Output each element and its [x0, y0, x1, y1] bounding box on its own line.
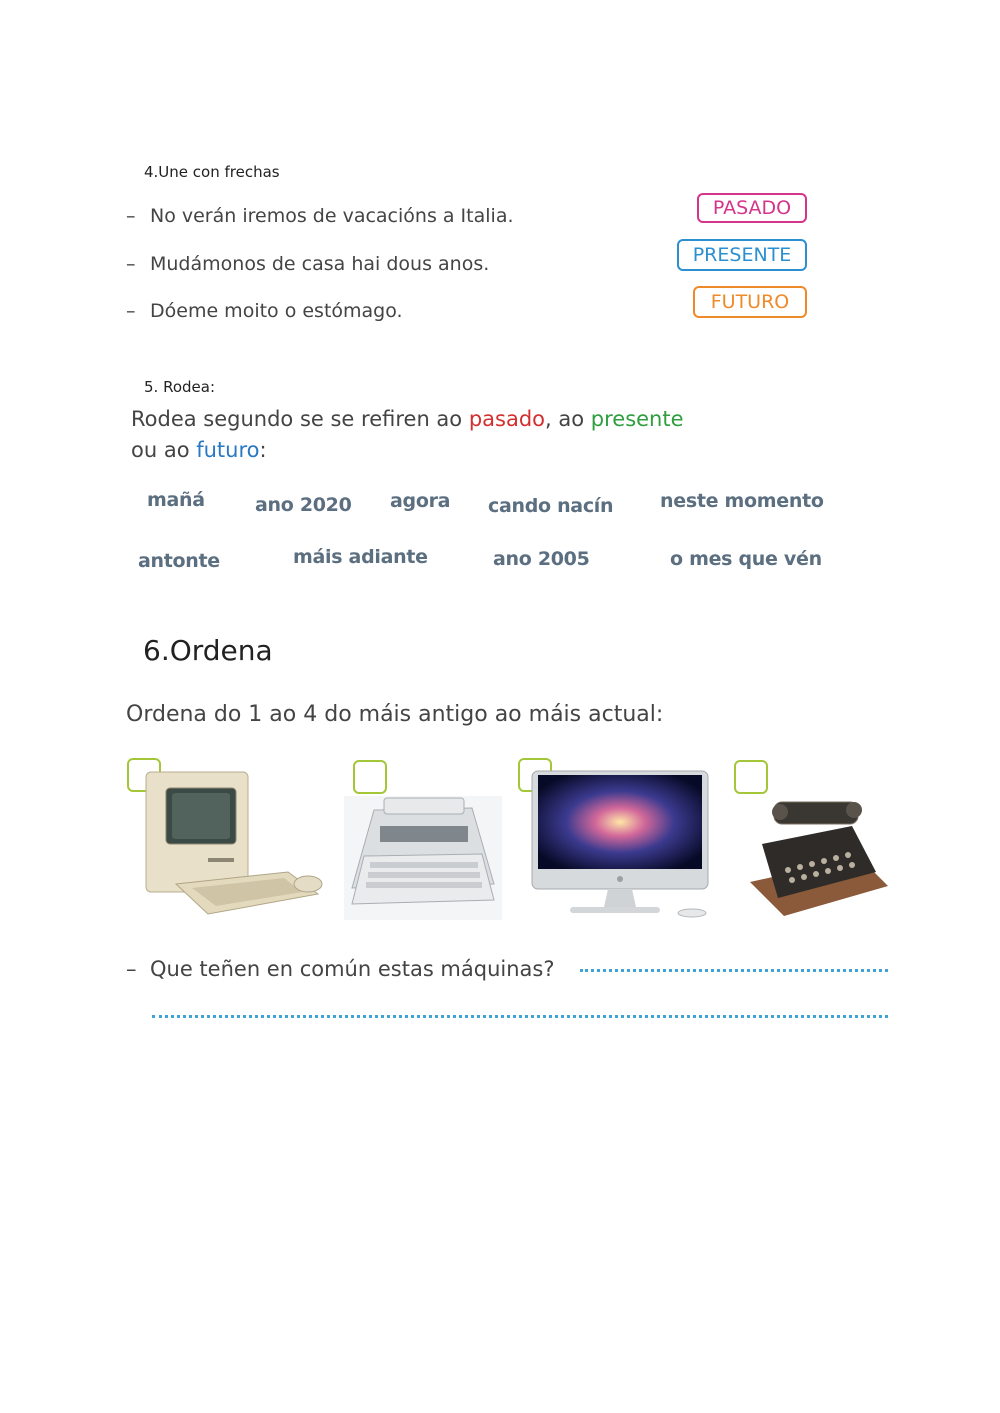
sentence-3 — [126, 300, 403, 322]
dash: – — [126, 253, 136, 275]
imac-image — [530, 769, 712, 919]
sentence-2 — [126, 253, 489, 275]
exercise6-question — [126, 957, 555, 981]
question-text: Que teñen en común estas máquinas? — [150, 957, 555, 981]
intro-line-2 — [131, 435, 751, 466]
exercise5-heading: 5. Rodea: — [144, 378, 216, 396]
word-futuro: futuro — [196, 438, 260, 462]
exercise4-heading: 4.Une con frechas — [144, 163, 280, 181]
intro-line-1 — [131, 404, 751, 435]
tag-futuro[interactable]: FUTURO — [693, 286, 807, 318]
intro-text: Rodea segundo se se refiren ao — [131, 407, 469, 431]
time-word[interactable]: agora — [390, 490, 451, 512]
dash: – — [126, 957, 137, 981]
dash: – — [126, 205, 136, 227]
apple-logo-icon — [617, 876, 623, 882]
time-word[interactable]: máis adiante — [293, 546, 428, 568]
sentence-1 — [126, 205, 514, 227]
time-word[interactable]: o mes que vén — [670, 548, 822, 570]
exercise6-instruction: Ordena do 1 ao 4 do máis antigo ao máis actual: — [126, 702, 664, 727]
sentence-text: Dóeme moito o estómago. — [150, 300, 403, 322]
exercise5-intro — [131, 404, 751, 466]
exercise6-heading: 6.Ordena — [143, 634, 273, 667]
tag-presente[interactable]: PRESENTE — [677, 239, 807, 271]
word-pasado: pasado — [468, 407, 546, 431]
order-checkbox-2[interactable] — [353, 760, 387, 794]
time-word[interactable]: antonte — [138, 550, 220, 572]
antique-typewriter-image — [744, 786, 890, 918]
answer-line-2[interactable] — [152, 1015, 888, 1018]
time-word[interactable]: mañá — [147, 489, 205, 511]
time-word[interactable]: neste momento — [660, 490, 824, 512]
intro-text: ou ao — [131, 438, 197, 462]
word-presente: presente — [590, 407, 684, 431]
dash: – — [126, 300, 136, 322]
time-word[interactable]: cando nacín — [488, 495, 614, 517]
intro-colon: : — [259, 438, 267, 462]
electronic-typewriter-image — [344, 796, 502, 920]
old-computer-image — [138, 766, 328, 922]
answer-line-1[interactable] — [580, 969, 888, 972]
time-word[interactable]: ano 2020 — [255, 494, 352, 516]
sentence-text: No verán iremos de vacacións a Italia. — [150, 205, 514, 227]
intro-sep: , ao — [545, 407, 591, 431]
sentence-text: Mudámonos de casa hai dous anos. — [150, 253, 490, 275]
time-word[interactable]: ano 2005 — [493, 548, 590, 570]
tag-pasado[interactable]: PASADO — [697, 193, 807, 223]
